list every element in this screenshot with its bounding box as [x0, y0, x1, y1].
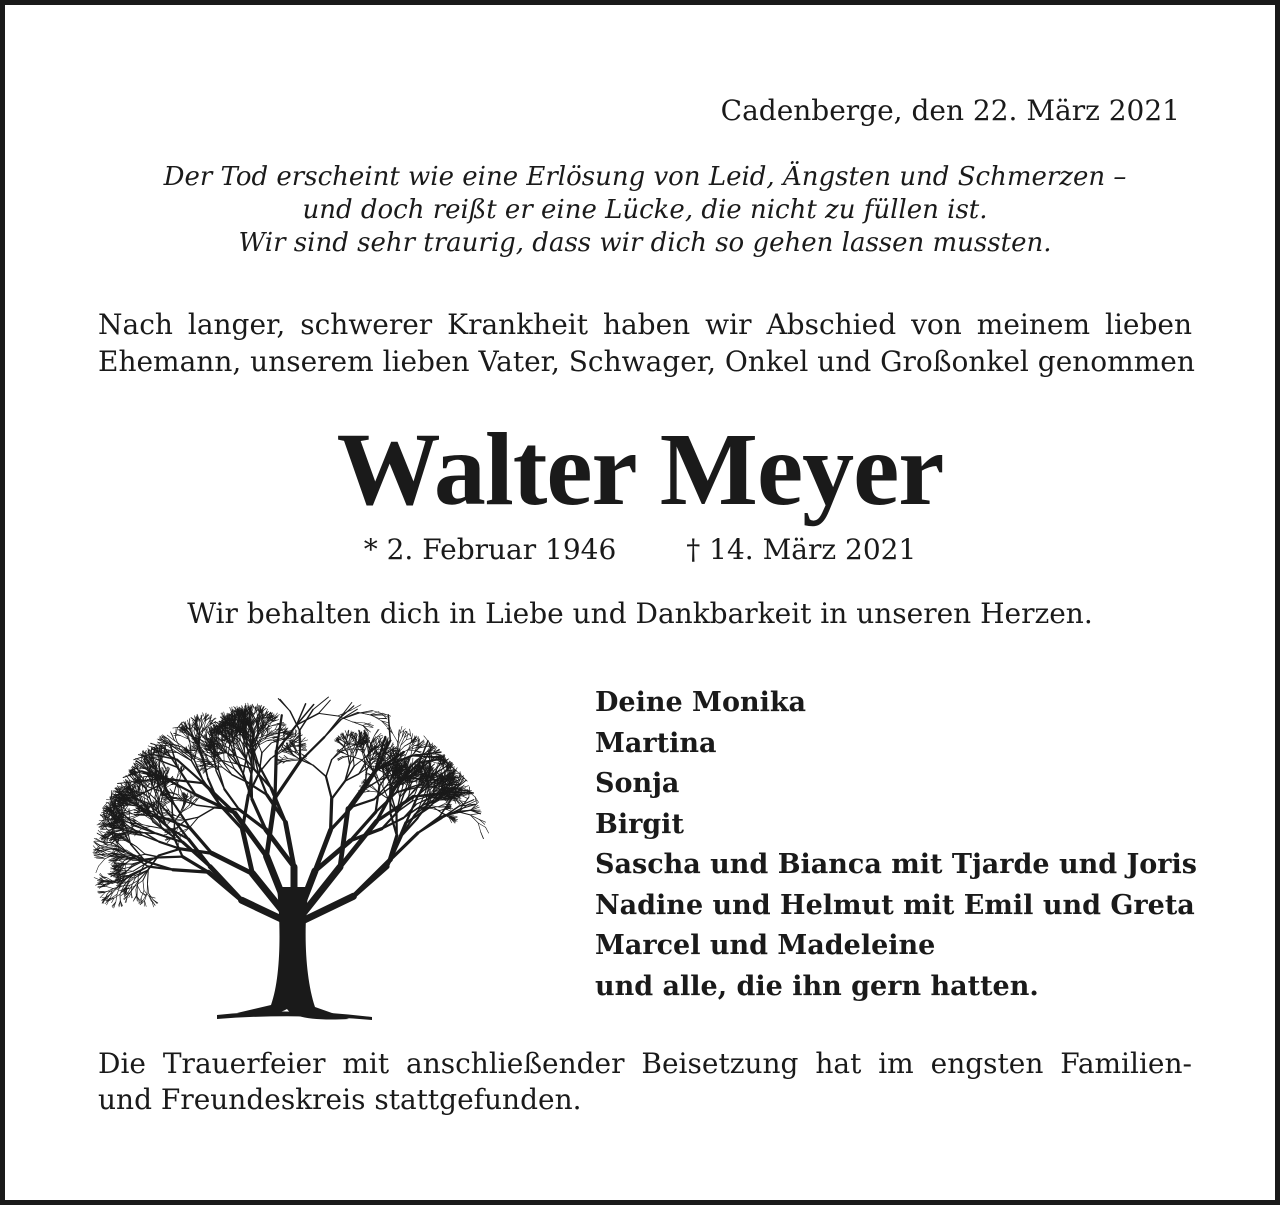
- place-date: Cadenberge, den 22. März 2021: [720, 94, 1180, 127]
- quote-block: [65, 161, 1225, 260]
- tree-icon: [87, 687, 497, 1027]
- farewell-text: Wir behalten dich in Liebe und Dankbarkeit in unseren Herzen.: [187, 597, 1093, 630]
- death-date: † 14. März 2021: [686, 533, 917, 566]
- deceased-name: Walter Meyer: [336, 412, 944, 527]
- quote-line: und doch reißt er eine Lücke, die nicht zu füllen ist.: [302, 195, 988, 225]
- intro-text: [98, 306, 1195, 380]
- quote-line: Der Tod erscheint wie eine Erlösung von Leid, Ängsten und Schmerzen –: [163, 162, 1127, 192]
- quote-line: Wir sind sehr traurig, dass wir dich so gehen lassen mussten.: [238, 228, 1052, 258]
- closing-text: [98, 1046, 1192, 1118]
- family-member: Sonja: [595, 768, 680, 799]
- family-member: Deine Monika: [595, 687, 807, 718]
- family-signatures: [595, 683, 1197, 1007]
- intro-line: Ehemann, unserem lieben Vater, Schwager, Onkel und Großonkel genommen: [98, 345, 1195, 378]
- family-member: und alle, die ihn gern hatten.: [595, 970, 1039, 1002]
- closing-line: und Freundeskreis stattgefunden.: [98, 1083, 582, 1116]
- birth-date: * 2. Februar 1946: [363, 533, 617, 566]
- family-member: Nadine und Helmut mit Emil und Greta: [595, 889, 1195, 921]
- life-dates: [5, 532, 1275, 568]
- intro-line: Nach langer, schwerer Krankheit haben wir Abschied von meinem lieben: [98, 308, 1192, 341]
- family-member: Sascha und Bianca mit Tjarde und Joris: [595, 849, 1197, 880]
- closing-line: Die Trauerfeier mit anschließender Beisetzung hat im engsten Familien-: [98, 1047, 1192, 1080]
- family-member: Martina: [595, 727, 717, 759]
- family-member: Birgit: [595, 808, 684, 840]
- family-member: Marcel und Madeleine: [595, 930, 936, 961]
